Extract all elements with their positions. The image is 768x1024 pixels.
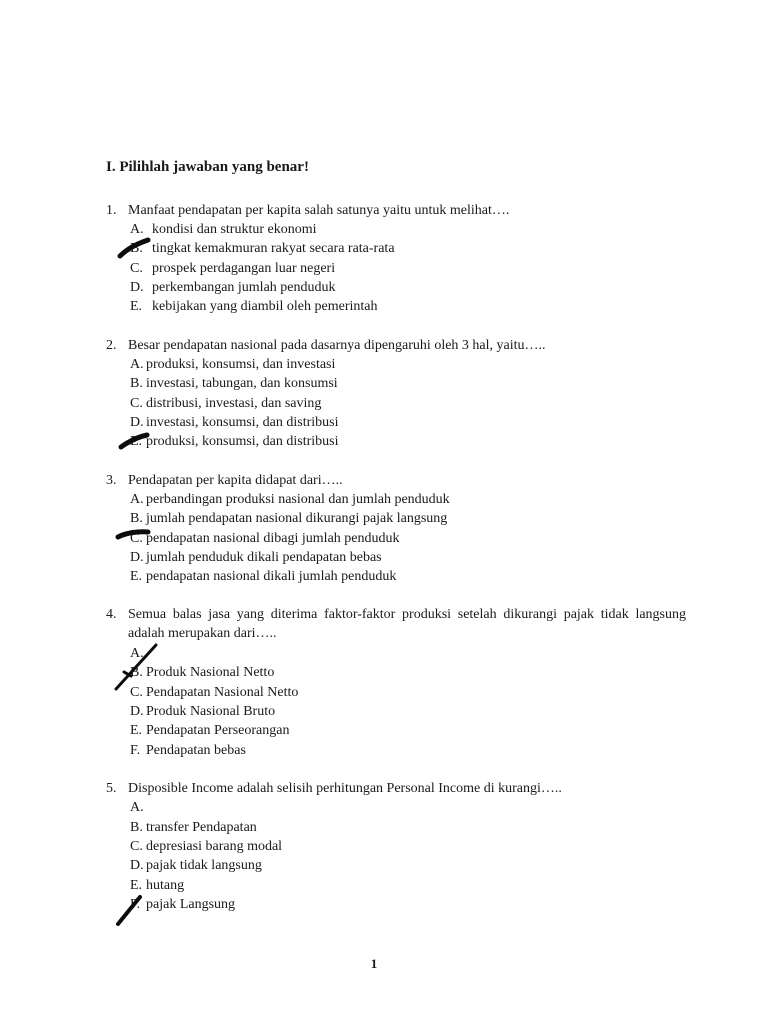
option-letter: E. bbox=[130, 299, 143, 314]
option-text: produksi, konsumsi, dan investasi bbox=[146, 357, 336, 372]
option-letter: A. bbox=[130, 492, 144, 507]
option-f bbox=[130, 741, 246, 760]
option-letter: D. bbox=[130, 858, 144, 873]
option-letter: A. bbox=[130, 646, 144, 661]
option-letter: B. bbox=[130, 511, 143, 526]
option-text: perkembangan jumlah penduduk bbox=[152, 280, 336, 295]
option-text: kebijakan yang diambil oleh pemerintah bbox=[152, 299, 378, 314]
question-number: 3. bbox=[106, 473, 117, 488]
option-text: kondisi dan struktur ekonomi bbox=[152, 222, 317, 237]
option-b bbox=[130, 374, 338, 393]
option-text: pajak Langsung bbox=[146, 897, 236, 912]
question-number: 5. bbox=[106, 781, 117, 796]
option-a bbox=[130, 355, 335, 374]
option-letter: A. bbox=[130, 357, 144, 372]
option-b bbox=[130, 663, 274, 682]
option-c bbox=[130, 259, 335, 278]
question-text: Pendapatan per kapita didapat dari….. bbox=[128, 473, 343, 488]
question-number: 1. bbox=[106, 203, 117, 218]
option-letter: E. bbox=[130, 878, 143, 893]
option-letter: B. bbox=[130, 376, 143, 391]
option-b bbox=[130, 818, 257, 837]
option-e bbox=[130, 876, 184, 895]
option-text: prospek perdagangan luar negeri bbox=[152, 261, 336, 276]
option-text: Pendapatan bebas bbox=[146, 743, 246, 758]
option-a bbox=[130, 490, 450, 509]
option-text: jumlah penduduk dikali pendapatan bebas bbox=[146, 550, 382, 565]
option-d bbox=[130, 856, 262, 875]
page-number: 1 bbox=[370, 956, 378, 971]
option-letter: C. bbox=[130, 685, 143, 700]
option-e bbox=[130, 297, 377, 316]
section-heading: I. Pilihlah jawaban yang benar! bbox=[106, 159, 309, 175]
option-letter: F. bbox=[130, 743, 141, 758]
option-letter: B. bbox=[130, 820, 143, 835]
question-number: 2. bbox=[106, 338, 117, 353]
option-e bbox=[130, 567, 396, 586]
option-letter: A. bbox=[130, 222, 144, 237]
option-d bbox=[130, 548, 382, 567]
option-d bbox=[130, 278, 336, 297]
option-letter: F. bbox=[130, 897, 141, 912]
option-text: distribusi, investasi, dan saving bbox=[146, 396, 322, 411]
option-letter: D. bbox=[130, 704, 144, 719]
option-c bbox=[130, 683, 298, 702]
option-f bbox=[130, 895, 235, 914]
question-number: 4. bbox=[106, 607, 117, 622]
option-letter: D. bbox=[130, 550, 144, 565]
option-letter: B. bbox=[130, 241, 143, 256]
option-text: jumlah pendapatan nasional dikurangi pajak langsung bbox=[146, 511, 448, 526]
option-text: hutang bbox=[146, 878, 185, 893]
option-text: pendapatan nasional dikali jumlah penduduk bbox=[146, 569, 397, 584]
option-text: Produk Nasional Netto bbox=[146, 665, 275, 680]
option-letter: E. bbox=[130, 723, 143, 738]
option-letter: D. bbox=[130, 415, 144, 430]
option-letter: E. bbox=[130, 569, 143, 584]
option-a bbox=[130, 644, 146, 663]
option-letter: C. bbox=[130, 396, 143, 411]
option-text: investasi, konsumsi, dan distribusi bbox=[146, 415, 339, 430]
option-a bbox=[130, 798, 146, 817]
option-e bbox=[130, 432, 339, 451]
option-letter: C. bbox=[130, 839, 143, 854]
option-c bbox=[130, 529, 400, 548]
option-letter: C. bbox=[130, 261, 143, 276]
option-text: pajak tidak langsung bbox=[146, 858, 262, 873]
option-e bbox=[130, 721, 289, 740]
option-text: pendapatan nasional dibagi jumlah penduduk bbox=[146, 531, 400, 546]
option-text: tingkat kemakmuran rakyat secara rata-rata bbox=[152, 241, 395, 256]
option-c bbox=[130, 837, 282, 856]
option-letter: B. bbox=[130, 665, 143, 680]
option-text: produksi, konsumsi, dan distribusi bbox=[146, 434, 339, 449]
option-d bbox=[130, 413, 339, 432]
option-text: Produk Nasional Bruto bbox=[146, 704, 276, 719]
option-c bbox=[130, 394, 321, 413]
option-text: perbandingan produksi nasional dan jumlah penduduk bbox=[146, 492, 450, 507]
question-text: Manfaat pendapatan per kapita salah satunya yaitu untuk melihat…. bbox=[128, 203, 510, 218]
option-text: Pendapatan Nasional Netto bbox=[146, 685, 299, 700]
option-letter: D. bbox=[130, 280, 144, 295]
option-text: transfer Pendapatan bbox=[146, 820, 257, 835]
question-text: Semua balas jasa yang diterima faktor-faktor produksi setelah dikurangi pajak tidak langsung adalah merupakan dari….. bbox=[128, 607, 686, 642]
question-text: Disposible Income adalah selisih perhitungan Personal Income di kurangi….. bbox=[128, 781, 562, 796]
option-text: depresiasi barang modal bbox=[146, 839, 283, 854]
option-d bbox=[130, 702, 275, 721]
option-letter: E. bbox=[130, 434, 143, 449]
option-a bbox=[130, 220, 317, 239]
option-b bbox=[130, 509, 447, 528]
option-text: Pendapatan Perseorangan bbox=[146, 723, 290, 738]
question-text: Besar pendapatan nasional pada dasarnya dipengaruhi oleh 3 hal, yaitu….. bbox=[128, 338, 546, 353]
option-text: investasi, tabungan, dan konsumsi bbox=[146, 376, 338, 391]
option-b bbox=[130, 239, 395, 258]
option-letter: C. bbox=[130, 531, 143, 546]
option-letter: A. bbox=[130, 800, 144, 815]
